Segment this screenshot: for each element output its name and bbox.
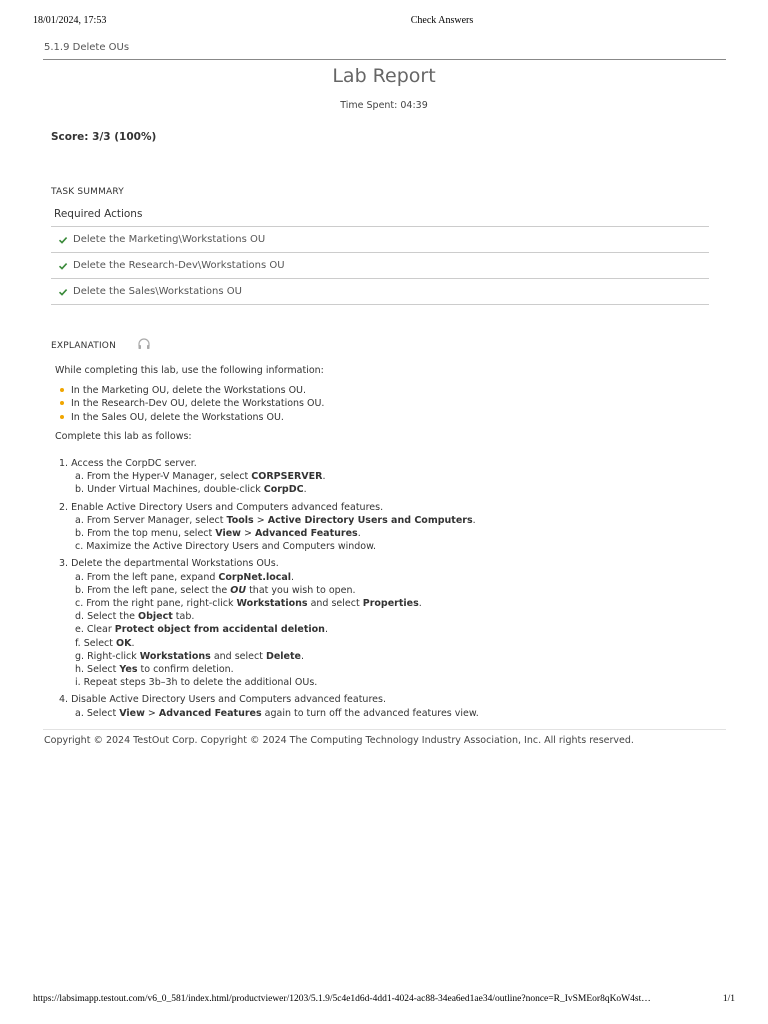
substep-text: Object [138, 611, 173, 623]
substep-text: OU [230, 584, 247, 596]
explanation-intro: While completing this lab, use the following information: [55, 365, 324, 376]
substep-text: a. From the left pane, expand [75, 571, 219, 583]
print-title: Check Answers [410, 15, 474, 26]
steps-intro: Complete this lab as follows: [55, 431, 192, 442]
substep-text: View [215, 528, 241, 540]
footer-divider [43, 729, 726, 730]
list-item: In the Marketing OU, delete the Workstations OU. [60, 384, 324, 397]
print-url: https://labsimapp.testout.com/v6_0_581/index.html/productviewer/1203/5.1.9/5c4e1d6d-4dd1-4024-ac88-34ea6ed1ae34/outline?nonce=R_IvSMEor8qKoW4st… [33, 994, 651, 1004]
substep-text: tab. [172, 611, 195, 623]
substep-text: . [300, 650, 305, 662]
task-label: Delete the Sales\Workstations OU [73, 286, 242, 297]
substep-text: . [472, 514, 476, 526]
substep [59, 571, 479, 584]
substep [59, 470, 479, 483]
substep-text: e. Clear [75, 624, 115, 636]
headphones-icon[interactable] [137, 337, 151, 351]
substep-text: Properties [362, 598, 419, 610]
breadcrumb[interactable]: 5.1.9 Delete OUs [44, 42, 130, 53]
substep [59, 663, 479, 676]
substep-text: Tools [226, 514, 254, 526]
substep-text: . [322, 471, 326, 483]
explanation-label: EXPLANATION [51, 341, 117, 351]
header-divider [43, 59, 726, 60]
print-page-number: 1/1 [722, 994, 735, 1004]
check-icon [58, 235, 68, 245]
substep-text: and select [307, 598, 363, 610]
substep-text: > [240, 528, 255, 540]
substep [59, 707, 479, 720]
substep-text: Protect object from accidental deletion [114, 624, 325, 636]
substep [59, 584, 479, 597]
substep-text: b. From the top menu, select [75, 528, 216, 540]
step-text: 4. Disable Active Directory Users and Computers advanced features. [59, 694, 386, 706]
substep-text: i. Repeat steps 3b–3h to delete the additional OUs. [75, 677, 318, 689]
page-title: Lab Report [332, 65, 436, 87]
substep [59, 623, 479, 636]
check-icon [58, 287, 68, 297]
print-datetime: 18/01/2024, 17:53 [33, 15, 107, 26]
substep-text: to confirm deletion. [137, 664, 234, 676]
substep-text: d. Select the [75, 611, 139, 623]
substep-text: g. Right-click [75, 650, 140, 662]
substep [59, 483, 479, 496]
substep-text: . [357, 528, 361, 540]
substep-text: f. Select [75, 637, 117, 649]
substep-text: b. Under Virtual Machines, double-click [75, 484, 264, 496]
step-text: 3. Delete the departmental Workstations OUs. [59, 558, 279, 570]
substep-text: c. From the right pane, right-click [75, 598, 237, 610]
substep-text: . [291, 571, 295, 583]
substep-text: c. Maximize the Active Directory Users and Computers window. [75, 541, 377, 553]
substep [59, 610, 479, 623]
substep [59, 514, 479, 527]
substep [59, 637, 479, 650]
substep-text: . [418, 598, 422, 610]
substep-text: CORPSERVER [251, 471, 323, 483]
substep-text: a. From Server Manager, select [75, 514, 227, 526]
list-item: In the Research-Dev OU, delete the Workstations OU. [60, 397, 324, 410]
substep-text: Advanced Features [158, 707, 262, 719]
step [59, 501, 479, 554]
substep-text: a. From the Hyper-V Manager, select [75, 471, 252, 483]
substep-text: Workstations [236, 598, 308, 610]
substep-text: . [131, 637, 135, 649]
substep-text: Delete [265, 650, 301, 662]
steps-list [59, 457, 479, 724]
substep-text: . [324, 624, 328, 636]
substep-text: View [119, 707, 145, 719]
substep-text: a. Select [75, 707, 120, 719]
substep-text: again to turn off the advanced features view. [261, 707, 479, 719]
substep-text: h. Select [75, 664, 120, 676]
substep-text: Active Directory Users and Computers [267, 514, 473, 526]
step [59, 457, 479, 497]
substep [59, 527, 479, 540]
step-text: 1. Access the CorpDC server. [59, 458, 197, 469]
task-table [51, 226, 709, 305]
step-text: 2. Enable Active Directory Users and Computers advanced features. [59, 501, 384, 513]
step [59, 693, 479, 719]
info-list [60, 384, 324, 424]
substep-text: CorpNet.local [218, 571, 292, 583]
check-icon [58, 261, 68, 271]
substep-text: Yes [119, 664, 138, 676]
step [59, 557, 479, 689]
task-row [51, 279, 709, 305]
task-row [51, 253, 709, 279]
substep-text: > [144, 707, 159, 719]
substep-text: Advanced Features [254, 528, 358, 540]
substep [59, 540, 479, 553]
substep-text: . [303, 484, 307, 496]
task-summary-label: TASK SUMMARY [51, 187, 124, 197]
substep [59, 597, 479, 610]
task-row [51, 227, 709, 253]
substep-text: that you wish to open. [246, 584, 356, 596]
time-spent: Time Spent: 04:39 [340, 100, 428, 111]
substep-text: Workstations [139, 650, 211, 662]
score: Score: 3/3 (100%) [51, 131, 157, 143]
list-item: In the Sales OU, delete the Workstations OU. [60, 411, 324, 424]
copyright: Copyright © 2024 TestOut Corp. Copyright © 2024 The Computing Technology Industry Association, Inc. All rights reserved. [44, 735, 634, 746]
substep-text: b. From the left pane, select the [75, 584, 231, 596]
substep [59, 650, 479, 663]
task-label: Delete the Marketing\Workstations OU [73, 234, 266, 245]
substep-text: OK [116, 637, 132, 649]
substep-text: CorpDC [263, 484, 304, 496]
task-label: Delete the Research-Dev\Workstations OU [73, 260, 285, 271]
substep-text: and select [210, 650, 266, 662]
substep [59, 676, 479, 689]
substep-text: > [253, 514, 268, 526]
required-actions-header: Required Actions [54, 208, 143, 220]
